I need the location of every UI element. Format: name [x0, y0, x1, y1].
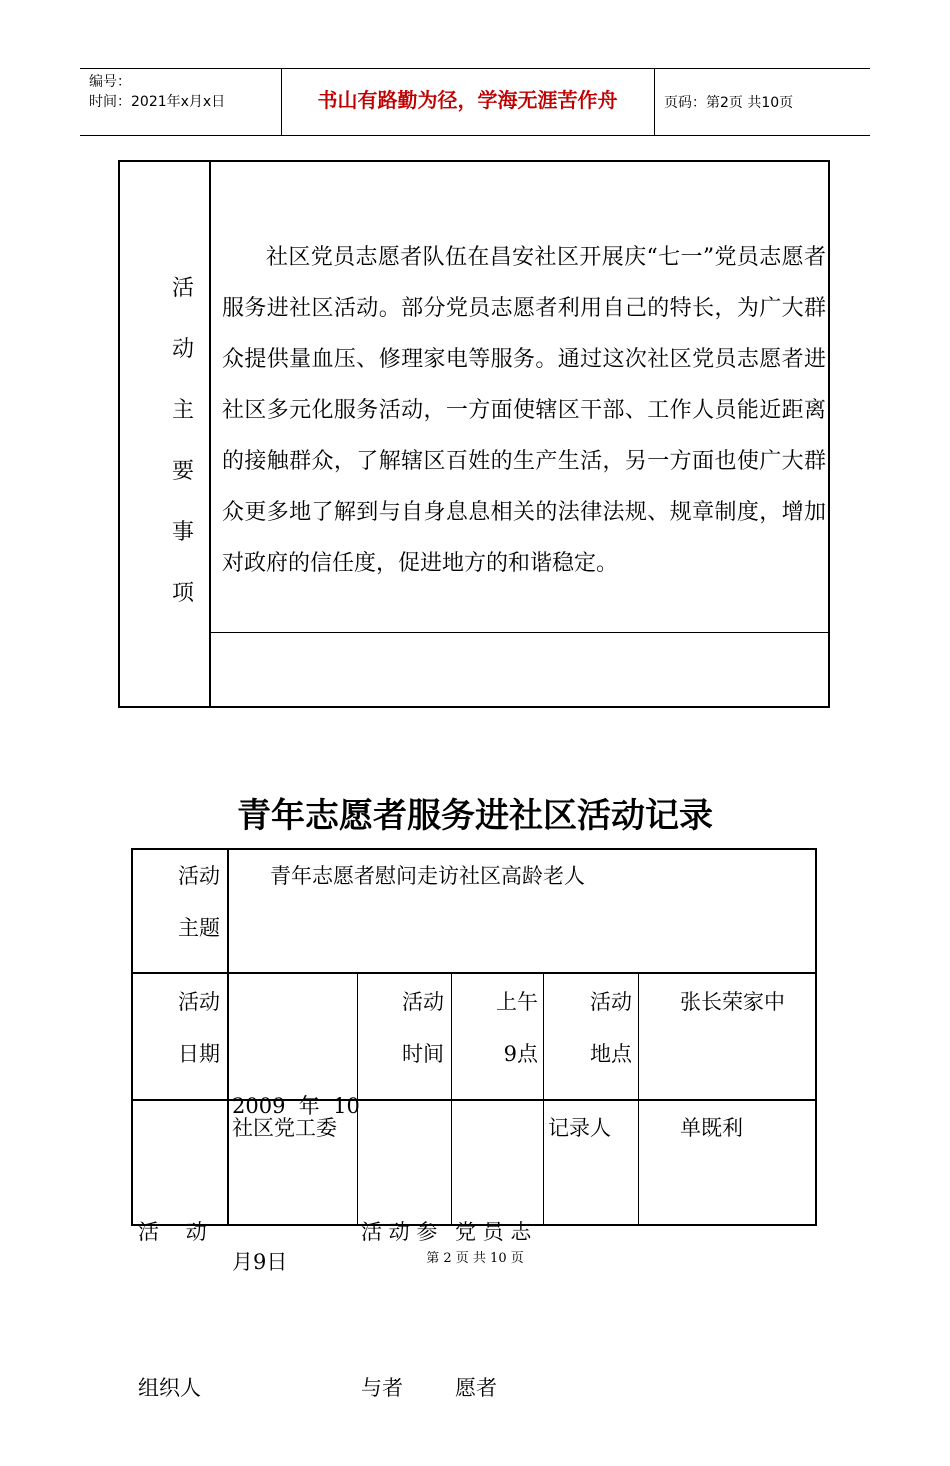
time-value [456, 976, 538, 1080]
place-label-line: 地点 [590, 1042, 632, 1066]
participant-value-line: 党 员 志 [455, 1220, 532, 1244]
place-label [548, 976, 632, 1080]
header-motto: 书山有路勤为径，学海无涯苦作舟 [317, 88, 618, 112]
activity-table-row-divider [210, 632, 830, 633]
activity-main-items-label [168, 258, 198, 624]
time-value-line: 9点 [503, 1042, 538, 1066]
time-label [362, 976, 444, 1080]
activity-main-items-content: 社区党员志愿者队伍在昌安社区开展庆“七一”党员志愿者服务进社区活动。部分党员志愿者利用自己的特长，为广大群众提供量血压、修理家电等服务。通过这次社区党员志愿者进社区多元化服务活动，一方面使辖区干部、工作人员能近距离的接触群众，了解辖区百姓的生产生活，另一方面也使广大群众更多地了解到与自身息息相关的法律法规、规章制度，增加对政府的信任度，促进地方的和谐稳定。 [222, 245, 826, 576]
document-time: 时间：2021年x月x日 [89, 94, 226, 110]
participant-value-line: 愿者 [455, 1376, 497, 1400]
header-meta [89, 72, 225, 112]
recorder-value: 单既利 [680, 1116, 743, 1140]
time-label-line: 活动 [402, 990, 444, 1014]
header-page-info: 页码：第2页 共10页 [664, 95, 794, 111]
date-value [232, 976, 360, 1340]
place-label-line: 活动 [590, 990, 632, 1014]
time-label-line: 时间 [402, 1042, 444, 1066]
activity-table-divider [209, 160, 211, 708]
record-col-divider [451, 973, 452, 1226]
record-col-divider [543, 973, 544, 1226]
record-row-divider [131, 972, 817, 974]
time-value-line: 上午 [496, 990, 538, 1014]
theme-label-line: 活动 [178, 864, 220, 888]
label-char: 项 [171, 581, 194, 606]
label-char: 动 [171, 337, 194, 362]
participant-value [455, 1102, 531, 1466]
recorder-label: 记录人 [548, 1116, 611, 1140]
organizer-label-line: 活 动 [138, 1220, 207, 1244]
label-char: 活 [171, 276, 194, 301]
organizer-label-line: 组织人 [138, 1376, 201, 1400]
theme-label-line: 主题 [178, 916, 220, 940]
record-col-divider [638, 973, 639, 1226]
participant-label-line: 活 动 参 [361, 1220, 438, 1244]
date-value-line: 月9日 [232, 1250, 288, 1274]
date-label [140, 976, 220, 1080]
date-label-line: 日期 [178, 1042, 220, 1066]
document-number: 编号： [89, 74, 131, 90]
date-label-line: 活动 [178, 990, 220, 1014]
header-top-rule [80, 68, 870, 69]
participant-label-line: 与者 [361, 1376, 403, 1400]
organizer-value: 社区党工委 [232, 1116, 337, 1140]
record-title: 青年志愿者服务进社区活动记录 [237, 796, 713, 836]
page-footer: 第 2 页 共 10 页 [426, 1251, 524, 1266]
header-divider [654, 68, 655, 136]
theme-label [140, 850, 220, 954]
label-char: 事 [171, 520, 194, 545]
label-char: 要 [171, 459, 194, 484]
label-char: 主 [171, 398, 194, 423]
theme-value: 青年志愿者慰问走访社区高龄老人 [270, 864, 585, 888]
record-col-divider [227, 848, 229, 1226]
place-value: 张长荣家中 [680, 990, 785, 1014]
header-bottom-rule [80, 135, 870, 136]
organizer-label [138, 1102, 224, 1466]
date-value-line: 2009 年 10 [232, 1094, 360, 1118]
participant-label [361, 1102, 437, 1466]
